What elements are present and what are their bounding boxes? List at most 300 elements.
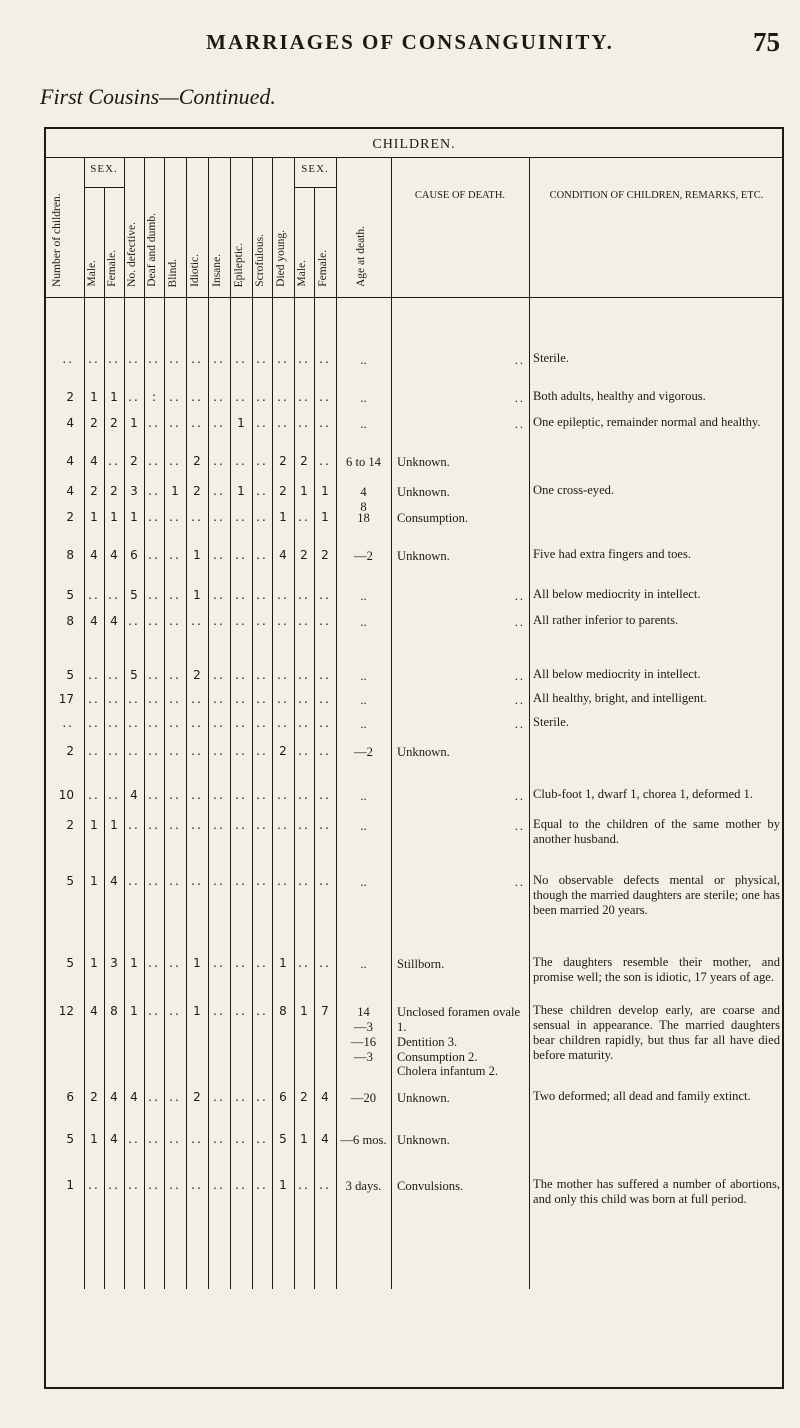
table-cell: .. — [256, 416, 268, 430]
table-cell: .. — [319, 614, 331, 628]
cause-of-death-cell: .. — [514, 789, 525, 803]
column-header: Died young. — [275, 230, 287, 287]
table-cell: .. — [298, 352, 310, 366]
section-title: First Cousins—Continued. — [40, 84, 276, 109]
table-cell: 4 — [110, 874, 118, 888]
table-cell: 6 — [130, 548, 138, 562]
table-cell: .. — [256, 692, 268, 706]
cause-of-death-cell: .. — [514, 669, 525, 683]
table-cell: .. — [235, 716, 247, 730]
table-cell: .. — [191, 874, 203, 888]
cause-of-death-cell: Unknown. — [397, 1091, 450, 1105]
table-cell: 2 — [193, 668, 201, 682]
table-cell: .. — [108, 1178, 120, 1192]
table-cell: .. — [169, 614, 181, 628]
table-cell: .. — [298, 1178, 310, 1192]
table-cell: .. — [235, 1004, 247, 1018]
table-cell: .. — [169, 390, 181, 404]
table-cell: 5 — [130, 588, 138, 602]
table-cell: 1 — [110, 510, 118, 524]
table-cell: 1 — [90, 818, 98, 832]
cause-header: CAUSE OF DEATH. — [414, 190, 506, 201]
age-at-death-cell: .. — [360, 615, 367, 629]
age-at-death-cell: .. — [360, 391, 367, 405]
table-cell: 2 — [321, 548, 329, 562]
table-cell: .. — [256, 788, 268, 802]
table-cell: .. — [256, 1178, 268, 1192]
table-cell: .. — [213, 510, 225, 524]
column-header: Number of children. — [51, 193, 63, 287]
table-cell: 5 — [66, 956, 74, 970]
table-cell: .. — [235, 788, 247, 802]
table-cell: .. — [148, 416, 160, 430]
table-cell: .. — [298, 818, 310, 832]
table-cell: 4 — [130, 788, 138, 802]
cause-of-death-cell: Unclosed foramen ovale 1. Dentition 3. Consumption 2. Cholera infantum 2. — [397, 1005, 521, 1079]
table-cell: 4 — [110, 548, 118, 562]
table-cell: 2 — [279, 454, 287, 468]
table-cell: 4 — [90, 614, 98, 628]
table-cell: .. — [235, 668, 247, 682]
table-cell: 2 — [193, 484, 201, 498]
table-cell: .. — [169, 1178, 181, 1192]
table-cell: .. — [298, 668, 310, 682]
table-cell: .. — [88, 788, 100, 802]
remarks-cell: All below mediocrity in intellect. — [533, 667, 701, 681]
table-cell: .. — [235, 956, 247, 970]
column-rule — [391, 157, 392, 1289]
table-cell: .. — [108, 716, 120, 730]
remarks-cell: Both adults, healthy and vigorous. — [533, 389, 706, 403]
table-cell: .. — [213, 352, 225, 366]
table-cell: .. — [256, 588, 268, 602]
age-at-death-cell: 14 —3 —16 —3 — [350, 1005, 377, 1064]
table-cell: 4 — [110, 1132, 118, 1146]
table-cell: 1 — [130, 510, 138, 524]
table-cell: .. — [277, 668, 289, 682]
table-cell: .. — [128, 744, 140, 758]
table-cell: .. — [148, 668, 160, 682]
table-cell: 1 — [110, 818, 118, 832]
table-cell: .. — [213, 390, 225, 404]
header-rule — [46, 297, 784, 298]
table-cell: 4 — [110, 1090, 118, 1104]
age-at-death-cell: —6 mos. — [340, 1133, 387, 1147]
column-header: Epileptic. — [233, 242, 245, 287]
table-cell: 1 — [110, 390, 118, 404]
table-cell: : — [151, 390, 157, 404]
table-cell: 7 — [321, 1004, 329, 1018]
remarks-cell: All below mediocrity in intellect. — [533, 587, 701, 601]
age-at-death-cell: 18 — [357, 511, 370, 525]
table-cell: 1 — [279, 956, 287, 970]
table-cell: .. — [191, 510, 203, 524]
age-at-death-cell: .. — [360, 875, 367, 889]
table-cell: 8 — [110, 1004, 118, 1018]
table-cell: .. — [213, 484, 225, 498]
table-cell: .. — [213, 1090, 225, 1104]
age-at-death-cell: —2 — [354, 549, 373, 563]
table-cell: 1 — [90, 874, 98, 888]
cause-of-death-cell: Consumption. — [397, 511, 469, 525]
table-cell: .. — [298, 614, 310, 628]
table-cell: .. — [148, 874, 160, 888]
table-cell: .. — [235, 548, 247, 562]
column-header: No. defective. — [126, 222, 138, 287]
age-at-death-cell: .. — [360, 589, 367, 603]
table-cell: 6 — [66, 1090, 74, 1104]
cause-of-death-cell: Unknown. — [397, 455, 450, 469]
remarks-cell: The daughters resemble their mother, and promise well; the son is idiotic, 17 years of age. — [533, 955, 780, 984]
table-cell: .. — [319, 1178, 331, 1192]
table-cell: .. — [319, 588, 331, 602]
table-cell: .. — [148, 352, 160, 366]
column-header: Female. — [106, 250, 118, 287]
table-cell: 12 — [58, 1004, 74, 1018]
table-cell: .. — [169, 454, 181, 468]
table-cell: 1 — [130, 416, 138, 430]
table-cell: 5 — [66, 1132, 74, 1146]
table-cell: 4 — [66, 454, 74, 468]
table-cell: 4 — [279, 548, 287, 562]
table-cell: .. — [298, 788, 310, 802]
table-cell: 2 — [300, 454, 308, 468]
table-cell: .. — [213, 416, 225, 430]
table-cell: .. — [277, 390, 289, 404]
remarks-cell: All rather inferior to parents. — [533, 613, 679, 627]
age-at-death-cell: 4 8 — [360, 485, 367, 514]
table-cell: .. — [148, 692, 160, 706]
table-cell: .. — [298, 390, 310, 404]
table-cell: .. — [256, 390, 268, 404]
table-cell: .. — [213, 548, 225, 562]
table-cell: .. — [191, 788, 203, 802]
table-cell: 3 — [110, 956, 118, 970]
table-cell: .. — [213, 788, 225, 802]
table-cell: .. — [191, 716, 203, 730]
table-cell: .. — [88, 1178, 100, 1192]
table-cell: .. — [256, 352, 268, 366]
table-cell: .. — [128, 692, 140, 706]
table-cell: .. — [319, 416, 331, 430]
table-cell: .. — [319, 454, 331, 468]
table-cell: 1 — [130, 1004, 138, 1018]
table-cell: .. — [128, 1132, 140, 1146]
table-cell: 2 — [90, 416, 98, 430]
table-cell: .. — [191, 1178, 203, 1192]
table-cell: .. — [235, 818, 247, 832]
table-cell: .. — [256, 956, 268, 970]
table-cell: .. — [128, 1178, 140, 1192]
table-cell: 4 — [90, 454, 98, 468]
table-cell: .. — [235, 390, 247, 404]
table-cell: .. — [213, 614, 225, 628]
table-cell: 5 — [66, 874, 74, 888]
remarks-cell: Two deformed; all dead and family extinct. — [533, 1089, 751, 1103]
table-cell: .. — [319, 390, 331, 404]
table-cell: 1 — [90, 956, 98, 970]
age-at-death-cell: .. — [360, 957, 367, 971]
remarks-cell: Five had extra fingers and toes. — [533, 547, 692, 561]
table-cell: .. — [169, 1090, 181, 1104]
table-cell: .. — [88, 692, 100, 706]
cause-of-death-cell: Unknown. — [397, 485, 450, 499]
children-table — [44, 127, 784, 1389]
table-cell: 4 — [110, 614, 118, 628]
table-cell: 17 — [58, 692, 74, 706]
table-cell: 6 — [279, 1090, 287, 1104]
age-at-death-cell: 6 to 14 — [346, 455, 381, 469]
age-at-death-cell: .. — [360, 717, 367, 731]
table-cell: .. — [256, 874, 268, 888]
table-cell: .. — [277, 416, 289, 430]
table-cell: .. — [256, 548, 268, 562]
table-cell: .. — [191, 692, 203, 706]
table-cell: .. — [62, 716, 74, 730]
table-cell: 1 — [193, 1004, 201, 1018]
table-cell: .. — [128, 874, 140, 888]
table-cell: 1 — [321, 510, 329, 524]
table-cell: .. — [213, 874, 225, 888]
table-cell: .. — [148, 1178, 160, 1192]
table-cell: .. — [256, 744, 268, 758]
table-cell: 2 — [300, 548, 308, 562]
column-header: Male. — [86, 260, 98, 287]
table-cell: .. — [169, 818, 181, 832]
table-cell: 10 — [58, 788, 74, 802]
table-cell: .. — [213, 692, 225, 706]
table-cell: .. — [213, 668, 225, 682]
table-cell: .. — [235, 1132, 247, 1146]
table-cell: .. — [169, 1132, 181, 1146]
remarks-cell: No observable defects mental or physical, though the married daughters are sterile; one has been married 20 years. — [533, 873, 780, 917]
table-cell: 1 — [321, 484, 329, 498]
cause-of-death-cell: Convulsions. — [397, 1179, 464, 1193]
table-cell: 3 — [130, 484, 138, 498]
table-cell: .. — [235, 1090, 247, 1104]
table-cell: .. — [191, 614, 203, 628]
table-cell: 2 — [90, 1090, 98, 1104]
table-cell: .. — [148, 956, 160, 970]
table-cell: .. — [191, 818, 203, 832]
table-cell: .. — [128, 818, 140, 832]
table-cell: .. — [256, 510, 268, 524]
table-cell: .. — [235, 692, 247, 706]
table-cell: .. — [169, 352, 181, 366]
table-cell: .. — [148, 614, 160, 628]
table-cell: .. — [256, 484, 268, 498]
sex-rule — [294, 187, 336, 188]
remarks-cell: One epileptic, remainder normal and healthy. — [533, 415, 761, 429]
table-cell: .. — [169, 1004, 181, 1018]
table-cell: .. — [319, 668, 331, 682]
table-cell: 2 — [279, 744, 287, 758]
column-header: Male. — [296, 260, 308, 287]
age-at-death-cell: 3 days. — [345, 1179, 382, 1193]
age-at-death-cell: —2 — [354, 745, 373, 759]
cause-of-death-cell: .. — [514, 717, 525, 731]
table-cell: .. — [235, 744, 247, 758]
column-header: Blind. — [167, 258, 179, 287]
table-cell: .. — [235, 588, 247, 602]
column-header: Scrofulous. — [254, 234, 266, 287]
table-cell: .. — [169, 510, 181, 524]
table-cell: .. — [319, 716, 331, 730]
table-cell: .. — [148, 818, 160, 832]
table-cell: .. — [277, 874, 289, 888]
table-cell: .. — [235, 352, 247, 366]
column-header: Deaf and dumb. — [146, 213, 158, 287]
table-cell: .. — [256, 1090, 268, 1104]
table-cell: 1 — [171, 484, 179, 498]
table-cell: .. — [191, 390, 203, 404]
table-cell: 1 — [193, 548, 201, 562]
column-header: Insane. — [211, 254, 223, 287]
table-cell: 2 — [90, 484, 98, 498]
table-cell: .. — [256, 1132, 268, 1146]
table-cell: 1 — [300, 484, 308, 498]
table-cell: .. — [319, 874, 331, 888]
table-cell: .. — [191, 352, 203, 366]
table-cell: 4 — [90, 1004, 98, 1018]
age-at-death-cell: .. — [360, 669, 367, 683]
table-cell: .. — [108, 588, 120, 602]
table-cell: .. — [169, 692, 181, 706]
table-cell: .. — [277, 588, 289, 602]
table-cell: .. — [256, 716, 268, 730]
table-cell: .. — [319, 956, 331, 970]
age-at-death-cell: —20 — [350, 1091, 377, 1105]
page-header — [40, 27, 780, 70]
table-cell: 1 — [300, 1132, 308, 1146]
table-cell: .. — [148, 510, 160, 524]
sex-label: SEX. — [90, 163, 118, 175]
table-cell: 2 — [300, 1090, 308, 1104]
table-cell: 1 — [90, 1132, 98, 1146]
table-cell: .. — [169, 668, 181, 682]
table-cell: 1 — [90, 510, 98, 524]
table-cell: .. — [319, 692, 331, 706]
table-cell: 2 — [193, 454, 201, 468]
table-cell: .. — [256, 1004, 268, 1018]
cause-of-death-cell: Stillborn. — [397, 957, 445, 971]
cause-of-death-cell: .. — [514, 875, 525, 889]
table-cell: 1 — [237, 416, 245, 430]
table-cell: .. — [298, 510, 310, 524]
table-cell: 8 — [279, 1004, 287, 1018]
table-cell: .. — [88, 744, 100, 758]
cause-of-death-cell: Unknown. — [397, 1133, 450, 1147]
table-cell: .. — [108, 454, 120, 468]
cause-of-death-cell: .. — [514, 819, 525, 833]
table-cell: .. — [148, 454, 160, 468]
table-cell: 1 — [279, 510, 287, 524]
table-cell: 4 — [66, 416, 74, 430]
table-cell: .. — [148, 1090, 160, 1104]
table-cell: .. — [148, 788, 160, 802]
table-cell: .. — [88, 716, 100, 730]
table-cell: .. — [88, 352, 100, 366]
table-cell: 5 — [130, 668, 138, 682]
column-header: Idiotic. — [189, 254, 201, 287]
column-rule — [529, 157, 530, 1289]
table-cell: .. — [298, 716, 310, 730]
table-cell: 2 — [66, 818, 74, 832]
remarks-header: CONDITION OF CHILDREN, REMARKS, ETC. — [549, 190, 764, 201]
table-cell: .. — [256, 454, 268, 468]
table-cell: .. — [169, 788, 181, 802]
table-caption: CHILDREN. — [372, 137, 456, 152]
age-at-death-cell: .. — [360, 789, 367, 803]
cause-of-death-cell: .. — [514, 615, 525, 629]
table-cell: .. — [277, 692, 289, 706]
table-cell: .. — [235, 454, 247, 468]
table-cell: .. — [213, 744, 225, 758]
table-cell: .. — [298, 874, 310, 888]
table-cell: .. — [148, 744, 160, 758]
table-cell: .. — [319, 352, 331, 366]
table-cell: .. — [191, 416, 203, 430]
remarks-cell: The mother has suffered a number of abortions, and only this child was born at full period. — [533, 1177, 780, 1206]
remarks-cell: Sterile. — [533, 715, 570, 729]
table-cell: 2 — [66, 510, 74, 524]
table-cell: .. — [213, 588, 225, 602]
table-cell: 1 — [237, 484, 245, 498]
table-cell: .. — [256, 668, 268, 682]
table-cell: 4 — [130, 1090, 138, 1104]
table-cell: .. — [148, 548, 160, 562]
table-cell: .. — [169, 744, 181, 758]
table-cell: .. — [277, 614, 289, 628]
cause-of-death-cell: .. — [514, 391, 525, 405]
age-at-death-cell: .. — [360, 353, 367, 367]
table-cell: .. — [169, 956, 181, 970]
table-cell: .. — [319, 818, 331, 832]
remarks-cell: Sterile. — [533, 351, 570, 365]
table-cell: .. — [298, 692, 310, 706]
table-cell: 4 — [90, 548, 98, 562]
cause-of-death-cell: Unknown. — [397, 745, 450, 759]
table-cell: .. — [277, 788, 289, 802]
remarks-cell: Equal to the children of the same mother by another husband. — [533, 817, 780, 846]
table-cell: .. — [148, 1004, 160, 1018]
table-cell: .. — [298, 956, 310, 970]
table-cell: 1 — [130, 956, 138, 970]
table-cell: .. — [169, 548, 181, 562]
table-cell: .. — [235, 614, 247, 628]
table-cell: .. — [319, 744, 331, 758]
table-cell: 4 — [66, 484, 74, 498]
table-cell: .. — [169, 588, 181, 602]
table-cell: .. — [128, 352, 140, 366]
table-cell: .. — [213, 1178, 225, 1192]
table-cell: .. — [298, 588, 310, 602]
table-cell: .. — [213, 1132, 225, 1146]
table-cell: .. — [108, 744, 120, 758]
table-cell: .. — [108, 668, 120, 682]
table-cell: 1 — [193, 588, 201, 602]
table-cell: .. — [235, 1178, 247, 1192]
age-at-death-cell: .. — [360, 417, 367, 431]
cause-of-death-cell: Unknown. — [397, 549, 450, 563]
table-cell: .. — [169, 874, 181, 888]
table-cell: 2 — [66, 744, 74, 758]
running-title: MARRIAGES OF CONSANGUINITY. — [206, 30, 614, 54]
table-cell: 2 — [130, 454, 138, 468]
table-cell: 1 — [300, 1004, 308, 1018]
table-cell: .. — [128, 716, 140, 730]
cause-of-death-cell: .. — [514, 589, 525, 603]
